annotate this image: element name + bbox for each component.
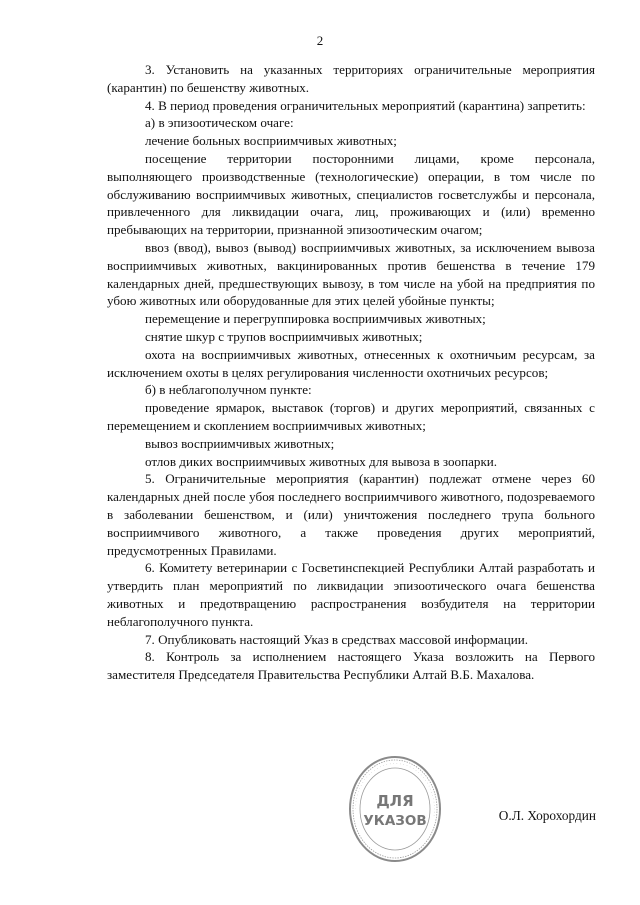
prohibition-skinning: снятие шкур с трупов восприимчивых животных; <box>145 328 423 344</box>
prohibition-hunting: охота на восприимчивых животных, отнесенных к охотничьим ресурсам, за исключением охоты в целях регулирования численности охотничьих ресурсов; <box>107 346 595 380</box>
page-number: 2 <box>316 33 324 48</box>
subitem-b-heading: б) в неблагополучном пункте: <box>145 382 312 398</box>
stamp-text-line2: УКАЗОВ <box>363 813 427 829</box>
subitem-a-heading: а) в эпизоотическом очаге: <box>145 115 294 131</box>
prohibition-regrouping: перемещение и перегруппировка восприимчивых животных; <box>145 311 486 327</box>
paragraph-item-8: 8. Контроль за исполнением настоящего Указа возложить на Первого заместителя Председателя Правительства Республики Алтай В.Б. Махалова. <box>107 649 595 683</box>
prohibition-fairs: проведение ярмарок, выставок (торгов) и других мероприятий, связанных с перемещением и скоплением восприимчивых животных; <box>107 400 595 433</box>
paragraph-item-3: 3. Установить на указанных территориях ограничительные мероприятия (карантин) по бешенству животных. <box>107 62 595 95</box>
prohibition-wild-capture: отлов диких восприимчивых животных для вывоза в зоопарки. <box>145 453 498 469</box>
paragraph-item-6: 6. Комитету ветеринарии с Госветинспекцией Республики Алтай разработать и утвердить план мероприятий по ликвидации эпизоотического очага бешенства животных и предотвращению распространения возбудителя на территории неблагополучного пункта. <box>107 560 595 629</box>
signatory-name: О.Л. Хорохордин <box>498 808 596 823</box>
document-body <box>107 61 595 684</box>
stamp-text-line1: ДЛЯ <box>376 792 414 810</box>
prohibition-visits: посещение территории посторонними лицами, кроме персонала, выполняющего производственные (технологические) операции, в том числе по обслуживанию восприимчивых животных, специалистов госветслужбы и персонала, привлеченного для ликвидации очага, лиц, проживающих и (или) временно пребывающих на территории, признанной эпизоотическим очагом; <box>107 150 595 238</box>
paragraph-item-7: 7. Опубликовать настоящий Указ в средствах массовой информации. <box>145 631 528 647</box>
prohibition-treatment: лечение больных восприимчивых животных; <box>145 133 397 149</box>
prohibition-animal-export: вывоз восприимчивых животных; <box>145 435 335 451</box>
paragraph-item-5: 5. Ограничительные мероприятия (карантин) подлежат отмене через 60 календарных дней после убоя последнего восприимчивого животного, подозреваемого в заболевании бешенством, и (или) уничтожения последнего трупа больного восприимчивого животного, а также проведения других мероприятий, предусмотренных Правилами. <box>107 471 595 558</box>
stamp-ring-lettering: · · · · · · · · · · · · · · · · · · · · · · · · · · · · · · · · · · · · · · · · · · <box>352 760 438 817</box>
paragraph-item-4: 4. В период проведения ограничительных мероприятий (карантина) запретить: <box>145 97 586 113</box>
prohibition-import-export: ввоз (ввод), вывоз (вывод) восприимчивых животных, за исключением вывоза восприимчивых животных, вакцинированных против бешенства в течение 179 календарных дней, предшествующих вывозу, в том числе на убой на предприятия по убою животных или оборудованные для этих целей убойные пункты; <box>107 239 595 309</box>
